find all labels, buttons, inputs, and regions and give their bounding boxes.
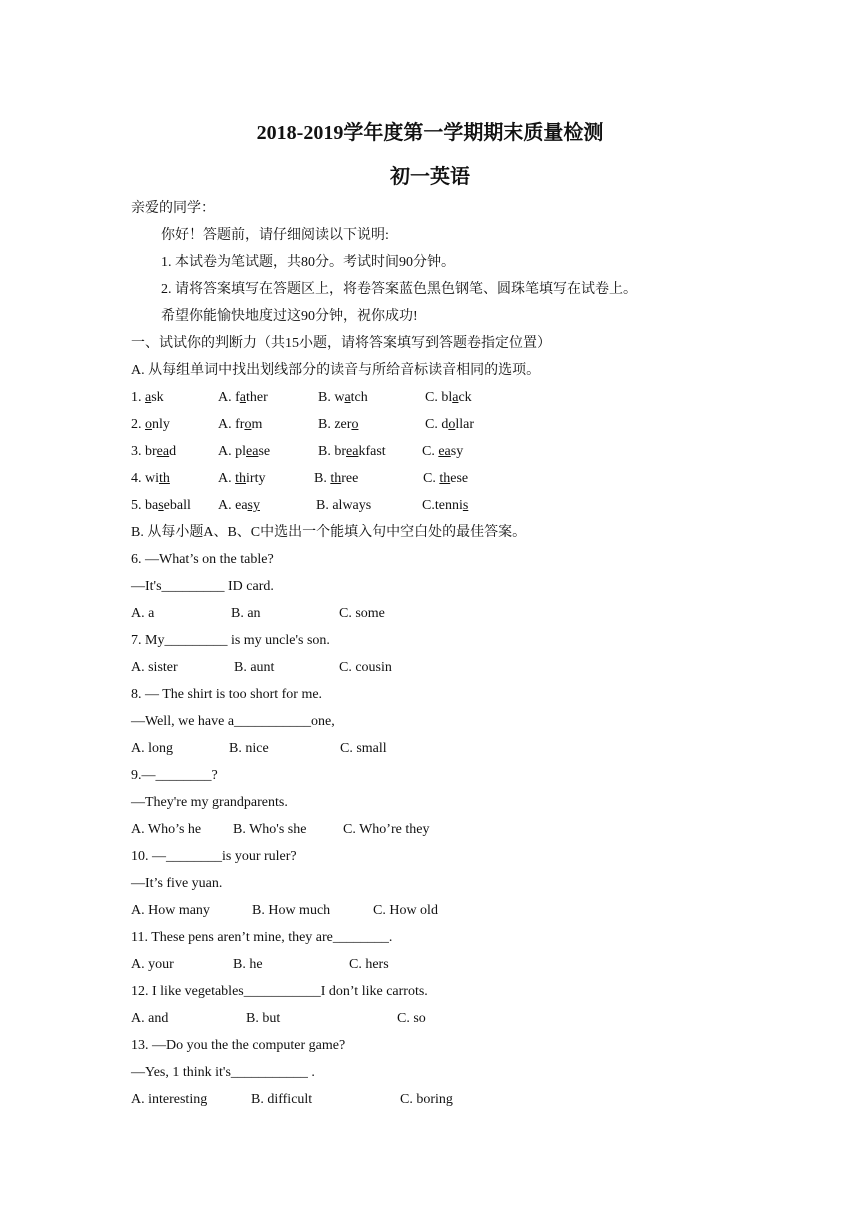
option-a: A. and xyxy=(131,1011,169,1026)
phonetic-option-c: C.tennis xyxy=(422,498,469,513)
question-stem: 6. —What’s on the table? xyxy=(131,552,274,567)
question-stem: 9.—________? xyxy=(131,768,218,783)
question-stem: 10. —________is your ruler? xyxy=(131,849,297,864)
intro-line-2: 1. 本试卷为笔试题，共80分。考试时间90分钟。 xyxy=(161,255,455,270)
greeting: 亲爱的同学： xyxy=(131,201,215,216)
option-b: B. How much xyxy=(252,903,331,918)
option-c: C. Who’re they xyxy=(343,822,430,837)
option-c: C. so xyxy=(397,1011,426,1026)
question-line2: —It's_________ ID card. xyxy=(131,579,274,594)
phonetic-option-c: C. dollar xyxy=(425,417,474,432)
question-stem: 7. My_________ is my uncle's son. xyxy=(131,633,330,648)
option-a: A. your xyxy=(131,957,174,972)
option-b: B. but xyxy=(246,1011,281,1026)
phonetic-row: 5. baseball xyxy=(131,498,191,513)
option-a: A. Who’s he xyxy=(131,822,202,837)
option-b: B. an xyxy=(231,606,261,621)
part-b-instruction: B. 从每小题A、B、C中选出一个能填入句中空白处的最佳答案。 xyxy=(131,525,527,540)
option-b: B. aunt xyxy=(234,660,275,675)
option-b: B. he xyxy=(233,957,263,972)
option-c: C. How old xyxy=(373,903,438,918)
option-c: C. boring xyxy=(400,1092,453,1107)
option-c: C. hers xyxy=(349,957,389,972)
phonetic-option-a: A. easy xyxy=(218,498,260,513)
page-subtitle: 初一英语 xyxy=(390,166,470,188)
question-stem: 12. I like vegetables___________I don’t like carrots. xyxy=(131,984,428,999)
phonetic-option-b: B. always xyxy=(316,498,372,513)
phonetic-option-b: B. zero xyxy=(318,417,359,432)
intro-line-3: 2. 请将答案填写在答题区上，将卷答案蓝色黑色钢笔、圆珠笔填写在试卷上。 xyxy=(161,282,637,297)
section-heading: 一、试试你的判断力（共15小题，请将答案填写到答题卷指定位置） xyxy=(131,336,551,351)
question-line2: —It’s five yuan. xyxy=(131,876,223,891)
phonetic-option-c: C. black xyxy=(425,390,472,405)
phonetic-option-c: C. these xyxy=(423,471,469,486)
phonetic-option-a: A. father xyxy=(218,390,268,405)
phonetic-row: 2. only xyxy=(131,417,170,432)
phonetic-option-b: B. watch xyxy=(318,390,368,405)
option-a: A. sister xyxy=(131,660,178,675)
option-c: C. some xyxy=(339,606,385,621)
option-a: A. a xyxy=(131,606,155,621)
phonetic-row: 1. ask xyxy=(131,390,164,405)
question-stem: 13. —Do you the the computer game? xyxy=(131,1038,346,1053)
intro-line-1: 你好！答题前，请仔细阅读以下说明: xyxy=(161,228,389,243)
option-b: B. nice xyxy=(229,741,269,756)
question-stem: 11. These pens aren’t mine, they are________. xyxy=(131,930,393,945)
option-b: B. Who's she xyxy=(233,822,307,837)
phonetic-option-a: A. thirty xyxy=(218,471,266,486)
phonetic-row: 3. bread xyxy=(131,444,177,459)
option-a: A. How many xyxy=(131,903,210,918)
part-a-instruction: A. 从每组单词中找出划线部分的读音与所给音标读音相同的选项。 xyxy=(131,363,541,378)
question-line2: —Well, we have a___________one, xyxy=(131,714,335,729)
intro-line-4: 希望你能愉快地度过这90分钟，祝你成功! xyxy=(161,309,418,324)
page-title: 2018-2019学年度第一学期期末质量检测 xyxy=(256,122,604,144)
option-b: B. difficult xyxy=(251,1092,313,1107)
phonetic-option-b: B. breakfast xyxy=(318,444,386,459)
phonetic-option-a: A. from xyxy=(218,417,263,432)
phonetic-option-b: B. three xyxy=(314,471,359,486)
option-a: A. interesting xyxy=(131,1092,208,1107)
option-c: C. small xyxy=(340,741,387,756)
phonetic-row: 4. with xyxy=(131,471,170,486)
question-stem: 8. — The shirt is too short for me. xyxy=(131,687,323,702)
phonetic-option-c: C. easy xyxy=(422,444,464,459)
question-line2: —They're my grandparents. xyxy=(131,795,288,810)
question-line2: —Yes, 1 think it's___________ . xyxy=(131,1065,315,1080)
option-a: A. long xyxy=(131,741,173,756)
phonetic-option-a: A. please xyxy=(218,444,271,459)
option-c: C. cousin xyxy=(339,660,392,675)
